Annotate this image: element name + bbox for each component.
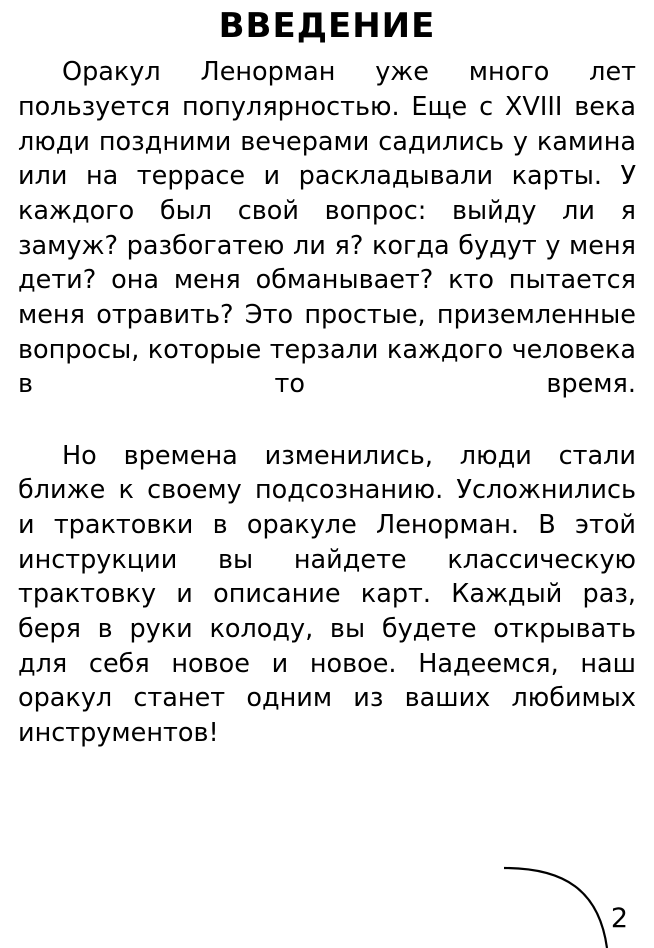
page-number: 2 xyxy=(610,903,628,934)
body-text xyxy=(14,55,640,785)
page-footer xyxy=(504,862,654,948)
page-title: ВВЕДЕНИЕ xyxy=(218,6,436,46)
paragraph: Но времена изменились, люди стали ближе к своему подсознанию. Усложнились и трактовки в оракуле Ленорман. В этой инструкции вы найдете классическую трактовку и описание карт. Каждый раз, беря в руки колоду, вы будете открывать для себя новое и новое. Надеемся, наш оракул станет одним из ваших любимых инструментов! xyxy=(18,440,636,749)
footer-curve-decoration xyxy=(504,862,654,948)
paragraph: Оракул Ленорман уже много лет пользуется популярностью. Еще с XVIII века люди поздними вечерами садились у камина или на террасе и раскладывали карты. У каждого был свой вопрос: выйду ли я замуж? разбогатею ли я? когда будут у меня дети? она меня обманывает? кто пытается меня отравить? Это простые, приземленные вопросы, которые терзали каждого человека в то время. xyxy=(18,57,636,400)
